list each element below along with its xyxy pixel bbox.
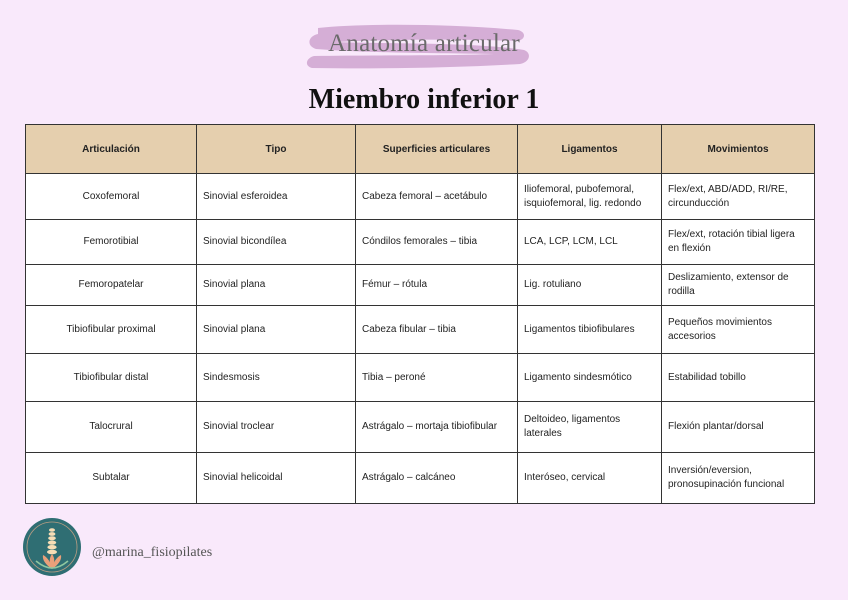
table-row xyxy=(26,174,815,220)
table-cell: Astrágalo – mortaja tibiofibular xyxy=(356,402,518,453)
column-header: Ligamentos xyxy=(518,125,662,174)
instagram-handle: @marina_fisiopilates xyxy=(92,545,213,560)
table-cell: Lig. rotuliano xyxy=(518,265,662,306)
table-cell: Ligamento sindesmótico xyxy=(518,354,662,402)
table-cell: Sinovial troclear xyxy=(197,402,356,453)
table-cell: Cóndilos femorales – tibia xyxy=(356,220,518,265)
table-row xyxy=(26,453,815,504)
table-cell: Sindesmosis xyxy=(197,354,356,402)
table-cell: Coxofemoral xyxy=(26,174,197,220)
column-header: Articulación xyxy=(26,125,197,174)
table-row xyxy=(26,402,815,453)
table-cell: Estabilidad tobillo xyxy=(662,354,815,402)
table-cell: Talocrural xyxy=(26,402,197,453)
table-cell: Subtalar xyxy=(26,453,197,504)
table-cell: Flex/ext, rotación tibial ligera en flexión xyxy=(662,220,815,265)
column-header: Tipo xyxy=(197,125,356,174)
table-cell: Sinovial helicoidal xyxy=(197,453,356,504)
spine-lotus-logo-icon xyxy=(22,517,82,577)
page-title: Miembro inferior 1 xyxy=(308,84,540,115)
column-header: Movimientos xyxy=(662,125,815,174)
table-cell: Sinovial bicondílea xyxy=(197,220,356,265)
table-cell: Femoropatelar xyxy=(26,265,197,306)
table-row xyxy=(26,354,815,402)
joints-table xyxy=(25,124,815,504)
table-cell: Sinovial esferoidea xyxy=(197,174,356,220)
table-cell: Tibiofibular distal xyxy=(26,354,197,402)
table-cell: Deslizamiento, extensor de rodilla xyxy=(662,265,815,306)
table-cell: Flex/ext, ABD/ADD, RI/RE, circunducción xyxy=(662,174,815,220)
table-cell: Sinovial plana xyxy=(197,306,356,354)
table-cell: Pequeños movimientos accesorios xyxy=(662,306,815,354)
table-cell: Sinovial plana xyxy=(197,265,356,306)
table-cell: LCA, LCP, LCM, LCL xyxy=(518,220,662,265)
table-cell: Iliofemoral, pubofemoral, isquiofemoral, lig. redondo xyxy=(518,174,662,220)
table-row xyxy=(26,220,815,265)
table-cell: Inversión/eversion, pronosupinación funcional xyxy=(662,453,815,504)
table-cell: Cabeza fibular – tibia xyxy=(356,306,518,354)
table-row xyxy=(26,265,815,306)
table-cell: Interóseo, cervical xyxy=(518,453,662,504)
column-header: Superficies articulares xyxy=(356,125,518,174)
table-cell: Flexión plantar/dorsal xyxy=(662,402,815,453)
table-cell: Deltoideo, ligamentos laterales xyxy=(518,402,662,453)
table-header-row xyxy=(26,125,815,174)
table-cell: Femorotibial xyxy=(26,220,197,265)
table-row xyxy=(26,306,815,354)
table-cell: Tibiofibular proximal xyxy=(26,306,197,354)
table-cell: Cabeza femoral – acetábulo xyxy=(356,174,518,220)
table-cell: Astrágalo – calcáneo xyxy=(356,453,518,504)
subtitle: Anatomía articular xyxy=(328,30,520,57)
table-cell: Fémur – rótula xyxy=(356,265,518,306)
table-cell: Tibia – peroné xyxy=(356,354,518,402)
table-cell: Ligamentos tibiofibulares xyxy=(518,306,662,354)
